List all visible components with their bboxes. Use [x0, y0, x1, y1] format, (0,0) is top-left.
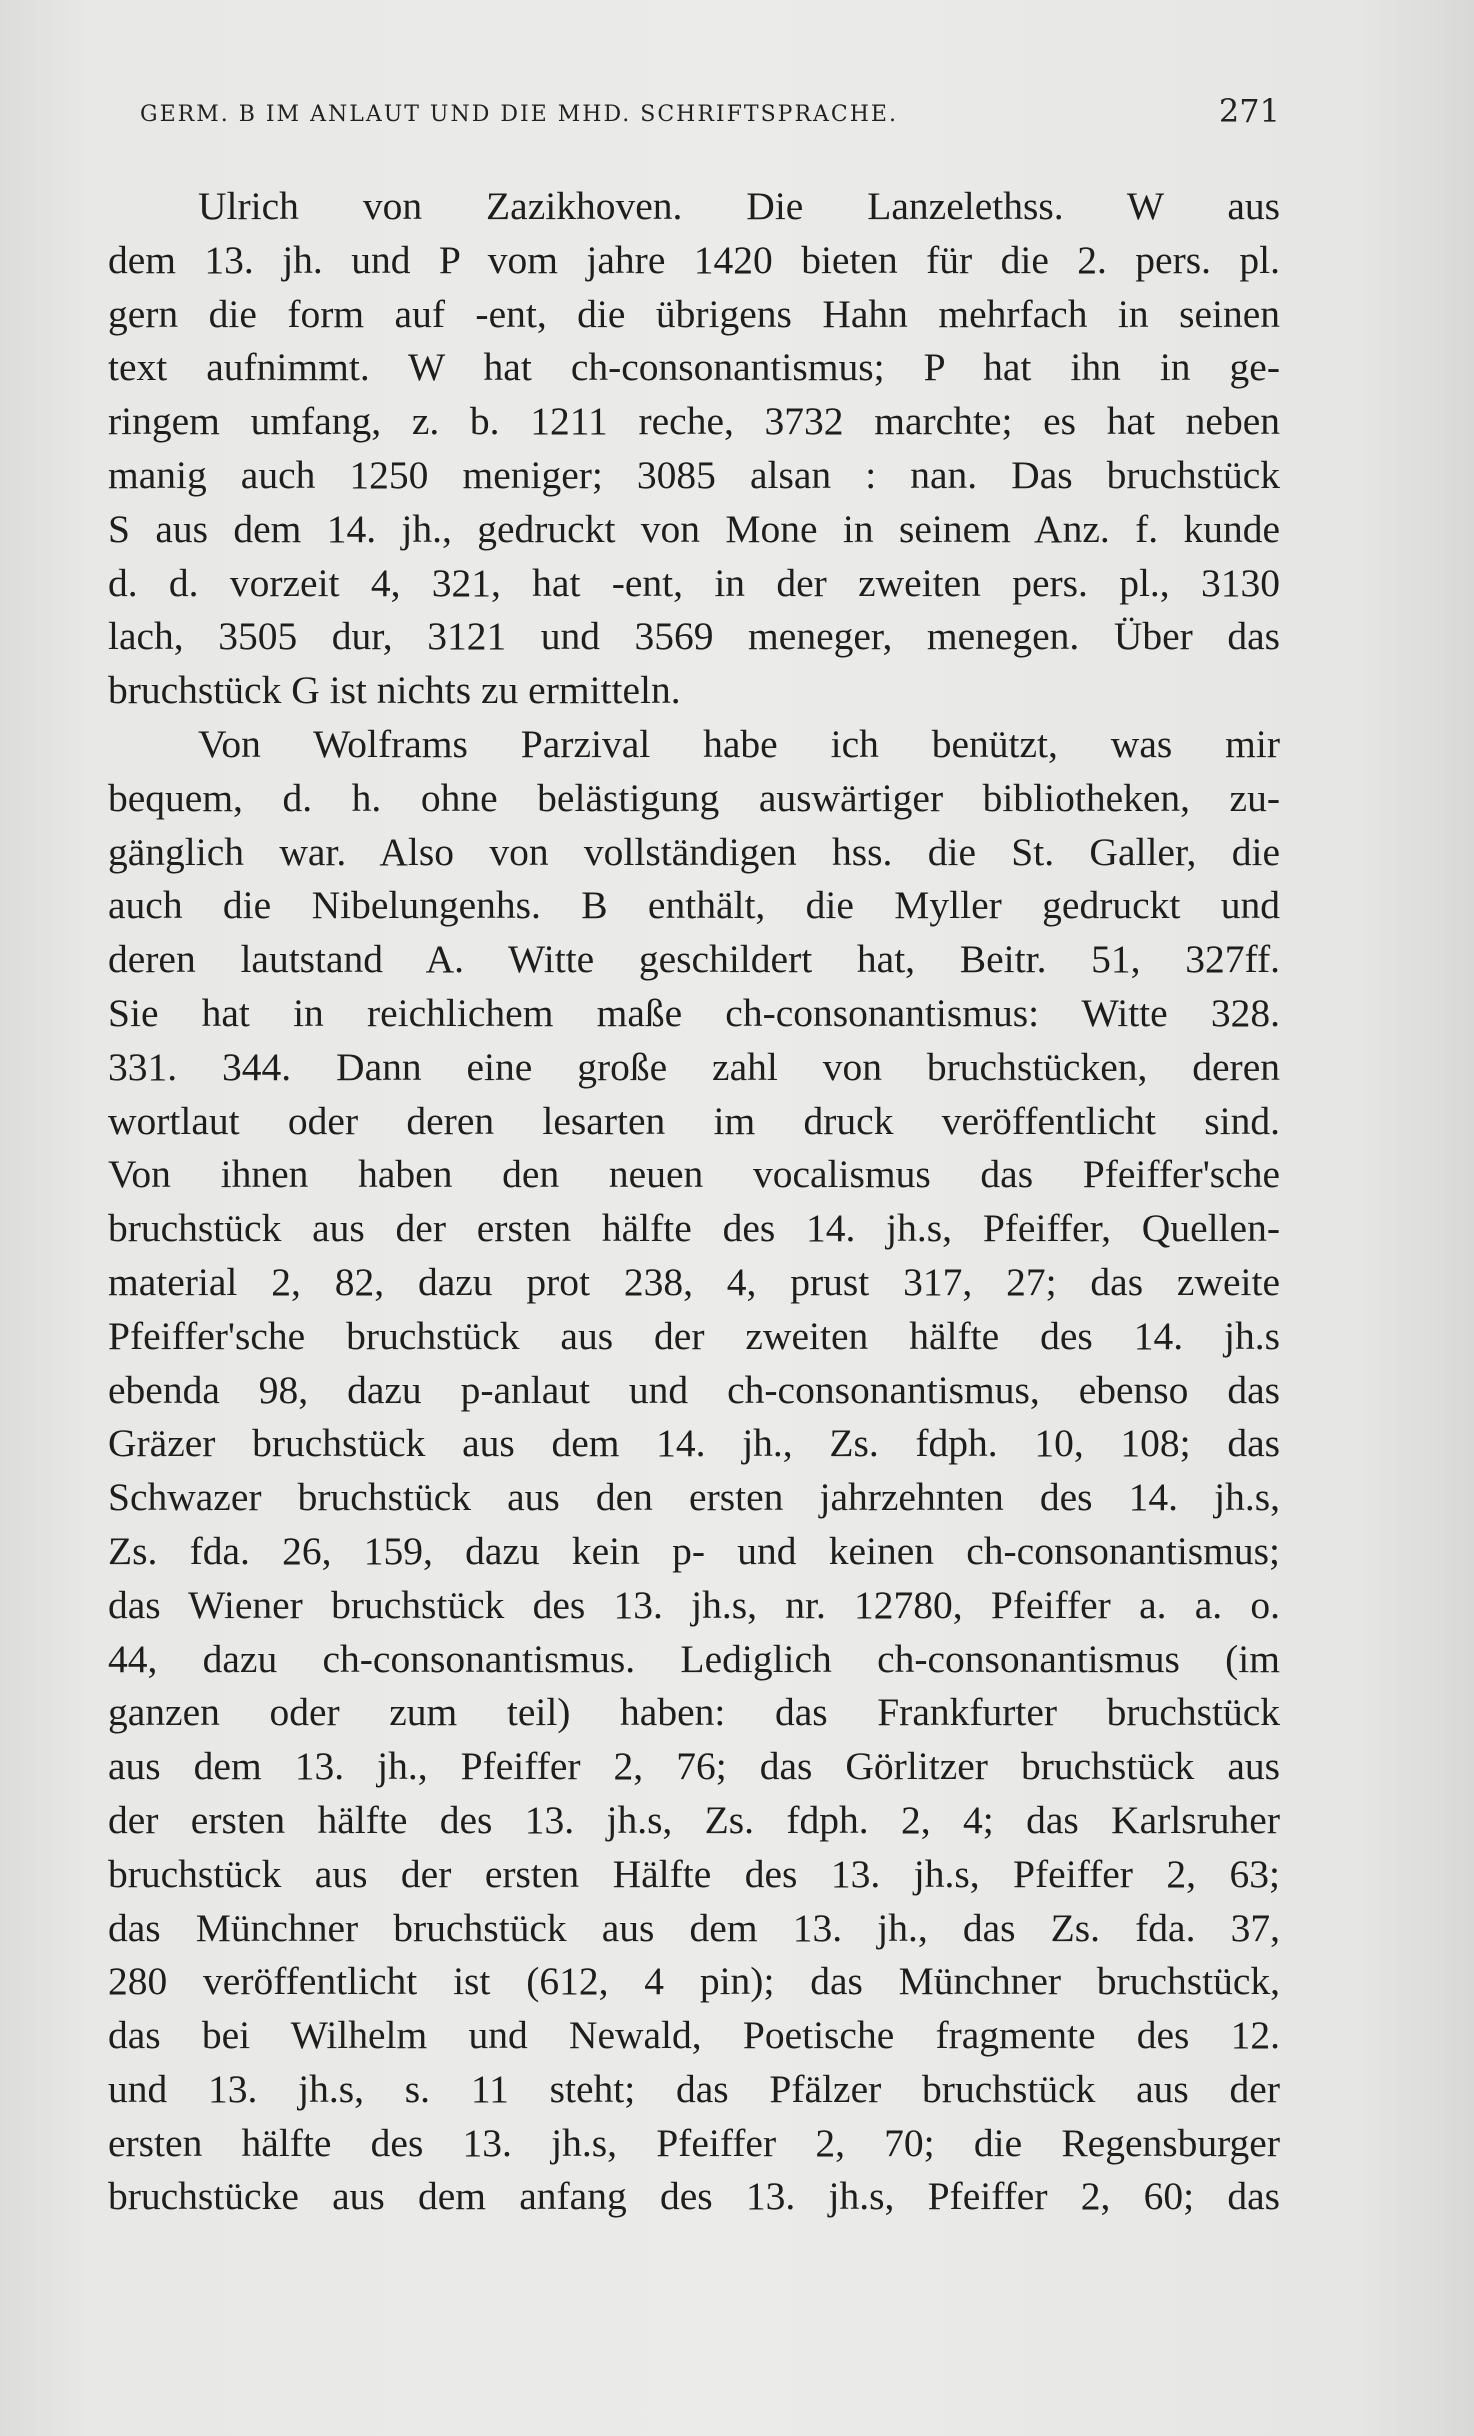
text-line: wortlaut oder deren lesarten im druck veröffentlicht sind.	[108, 1098, 1280, 1143]
text-line: gänglich war. Also von vollständigen hss. die St. Galler, die	[108, 829, 1280, 874]
text-line: lach, 3505 dur, 3121 und 3569 meneger, menegen. Über das	[108, 614, 1280, 659]
text-line: Von ihnen haben den neuen vocalismus das Pfeiffer'sche	[108, 1152, 1280, 1197]
text-line: das Münchner bruchstück aus dem 13. jh., das Zs. fda. 37,	[108, 1905, 1280, 1950]
text-line: Sie hat in reichlichem maße ch-consonantismus: Witte 328.	[108, 990, 1280, 1035]
text-line: text aufnimmt. W hat ch-consonantismus; P hat ihn in ge-	[108, 345, 1280, 390]
text-line: bruchstücke aus dem anfang des 13. jh.s, Pfeiffer 2, 60; das	[108, 2174, 1280, 2219]
text-line: ebenda 98, dazu p-anlaut und ch-consonantismus, ebenso das	[108, 1367, 1280, 1412]
text-line: material 2, 82, dazu prot 238, 4, prust 317, 27; das zweite	[108, 1259, 1280, 1304]
text-line: 44, dazu ch-consonantismus. Lediglich ch-consonantismus (im	[108, 1636, 1280, 1681]
page-header	[140, 92, 1280, 142]
text-line: Schwazer bruchstück aus den ersten jahrzehnten des 14. jh.s,	[108, 1475, 1280, 1520]
running-head: GERM. B IM ANLAUT UND DIE MHD. SCHRIFTSPRACHE.	[140, 102, 898, 127]
text-line: dem 13. jh. und P vom jahre 1420 bieten für die 2. pers. pl.	[108, 237, 1280, 282]
text-line: aus dem 13. jh., Pfeiffer 2, 76; das Görlitzer bruchstück aus	[108, 1744, 1280, 1789]
text-line: das bei Wilhelm und Newald, Poetische fragmente des 12.	[108, 2013, 1280, 2058]
text-line: S aus dem 14. jh., gedruckt von Mone in seinem Anz. f. kunde	[108, 506, 1280, 551]
text-line: bruchstück aus der ersten hälfte des 14. jh.s, Pfeiffer, Quellen-	[108, 1206, 1280, 1251]
text-line: und 13. jh.s, s. 11 steht; das Pfälzer bruchstück aus der	[108, 2066, 1280, 2111]
text-line: der ersten hälfte des 13. jh.s, Zs. fdph. 2, 4; das Karlsruher	[108, 1797, 1280, 1842]
text-line: ringem umfang, z. b. 1211 reche, 3732 marchte; es hat neben	[108, 399, 1280, 444]
text-line: d. d. vorzeit 4, 321, hat -ent, in der zweiten pers. pl., 3130	[108, 560, 1280, 605]
text-line: deren lautstand A. Witte geschildert hat, Beitr. 51, 327ff.	[108, 937, 1280, 982]
text-line: auch die Nibelungenhs. B enthält, die Myller gedruckt und	[108, 883, 1280, 928]
text-line: Zs. fda. 26, 159, dazu kein p- und keinen ch-consonantismus;	[108, 1528, 1280, 1573]
text-line: bruchstück aus der ersten Hälfte des 13. jh.s, Pfeiffer 2, 63;	[108, 1851, 1280, 1896]
body-text	[108, 180, 1280, 2224]
text-line: das Wiener bruchstück des 13. jh.s, nr. 12780, Pfeiffer a. a. o.	[108, 1582, 1280, 1627]
text-line: Pfeiffer'sche bruchstück aus der zweiten hälfte des 14. jh.s	[108, 1313, 1280, 1358]
text-line: bequem, d. h. ohne belästigung auswärtiger bibliotheken, zu-	[108, 775, 1280, 820]
text-line: gern die form auf -ent, die übrigens Hahn mehrfach in seinen	[108, 291, 1280, 336]
text-line: manig auch 1250 meniger; 3085 alsan : nan. Das bruchstück	[108, 452, 1280, 497]
page-number: 271	[1218, 92, 1280, 130]
text-line: Ulrich von Zazikhoven. Die Lanzelethss. W aus	[198, 184, 1280, 228]
text-line: 331. 344. Dann eine große zahl von bruchstücken, deren	[108, 1044, 1280, 1089]
text-line: ganzen oder zum teil) haben: das Frankfurter bruchstück	[108, 1690, 1280, 1735]
text-line: bruchstück G ist nichts zu ermitteln.	[108, 668, 681, 713]
text-line: Von Wolframs Parzival habe ich benützt, was mir	[198, 721, 1280, 766]
text-line: Gräzer bruchstück aus dem 14. jh., Zs. fdph. 10, 108; das	[108, 1421, 1280, 1466]
text-line: ersten hälfte des 13. jh.s, Pfeiffer 2, 70; die Regensburger	[108, 2120, 1280, 2165]
text-line: 280 veröffentlicht ist (612, 4 pin); das Münchner bruchstück,	[108, 1959, 1280, 2004]
